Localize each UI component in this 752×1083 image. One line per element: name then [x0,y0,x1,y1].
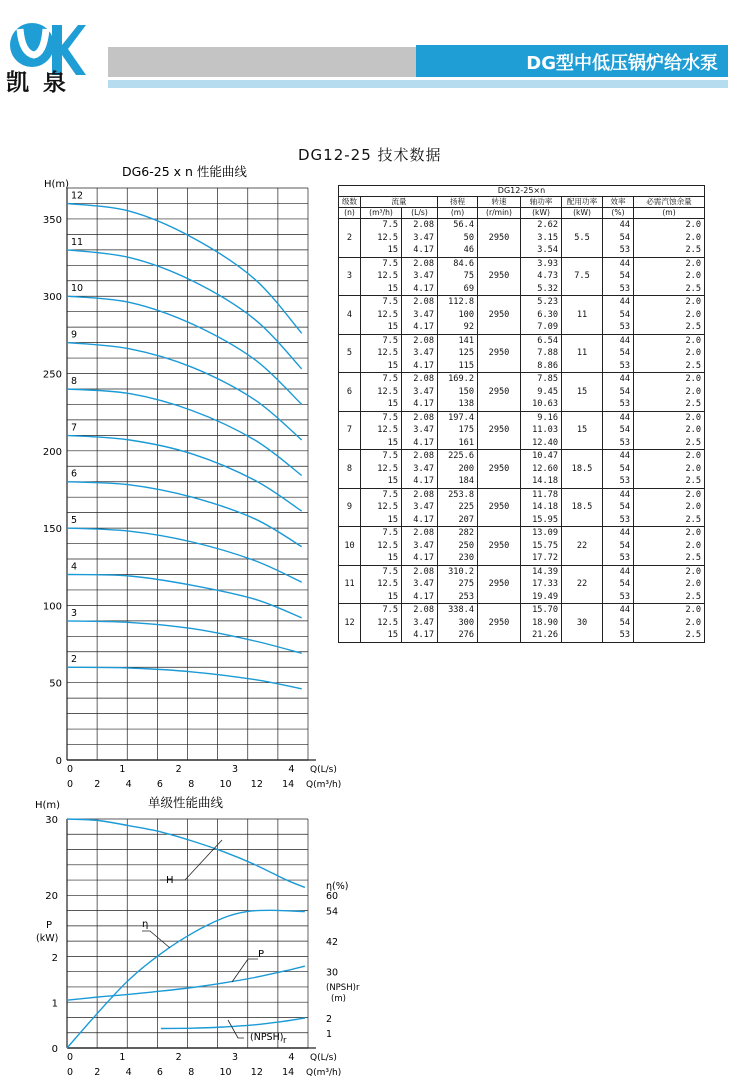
table-row [339,373,705,412]
table-cell-rpm: 2950 [478,411,521,450]
x-tick-label: 3 [232,764,239,775]
table-row [339,257,705,296]
curve-stage-6 [67,482,302,547]
table-cell-h: 112.8 100 92 [438,296,478,335]
curve-stage-10 [67,296,302,404]
table-cell-q: 7.5 12.5 15 [361,565,402,604]
unit-label: (n) [339,208,361,219]
curve-label: 2 [71,654,78,666]
x-tick-label: 0 [67,779,74,790]
eta-tick-label: 42 [326,936,339,948]
table-cell-n: 6 [339,373,361,412]
table-cell-motor: 18.5 [562,450,603,489]
col-header: 必需汽蚀余量 [634,197,705,208]
col-header: 级数 [339,197,361,208]
table-cell-qls: 2.08 3.47 4.17 [402,296,438,335]
table-cell-qls: 2.08 3.47 4.17 [402,488,438,527]
table-cell-eff: 44 54 53 [603,488,634,527]
table-cell-h: 310.2 275 253 [438,565,478,604]
table-cell-n: 8 [339,450,361,489]
table-cell-q: 7.5 12.5 15 [361,257,402,296]
curve-power [67,966,305,1000]
x-tick-label: 14 [282,1067,295,1078]
p-tick-label: 0 [51,1044,58,1055]
table-cell-p: 7.85 9.45 10.63 [521,373,562,412]
table-cell-motor: 22 [562,527,603,566]
npsh-axis-sub: r [356,983,360,993]
x-tick-label: 14 [282,779,295,790]
unit-label: (kW) [562,208,603,219]
col-header: 配用功率 [562,197,603,208]
table-cell-h: 253.8 225 207 [438,488,478,527]
unit-label: (%) [603,208,634,219]
unit-label: (m) [634,208,705,219]
x-tick-label: 4 [125,779,132,790]
table-row [339,296,705,335]
table-cell-h: 225.6 200 184 [438,450,478,489]
npsh-axis-unit: (m) [331,994,346,1004]
table-row [339,411,705,450]
header-gray-bar [108,47,416,77]
table-cell-eff: 44 54 53 [603,527,634,566]
table-cell-rpm: 2950 [478,334,521,373]
curve-stage-3 [67,621,302,653]
curve-stage-7 [67,435,302,511]
y-tick-label: 300 [42,292,62,304]
table-cell-p: 11.78 14.18 15.95 [521,488,562,527]
col-header: 流量 [361,197,438,208]
table-cell-h: 56.4 50 46 [438,219,478,258]
curve-stage-2 [67,667,302,689]
x-tick-label: 2 [175,764,182,775]
curve-stage-12 [67,204,302,334]
x-tick-label: 1 [119,1052,126,1063]
table-cell-eff: 44 54 53 [603,604,634,643]
col-header: 扬程 [438,197,478,208]
table-cell-q: 7.5 12.5 15 [361,411,402,450]
col-header: 转速 [478,197,521,208]
table-cell-eff: 44 54 53 [603,565,634,604]
table-cell-p: 5.23 6.30 7.09 [521,296,562,335]
curve-stage-5 [67,528,302,582]
eta-tick-label: 30 [326,967,339,979]
p-tick-label: 2 [51,953,58,964]
table-cell-npsh: 2.0 2.0 2.5 [634,373,705,412]
x-tick-label: 10 [219,779,232,790]
table-cell-qls: 2.08 3.47 4.17 [402,411,438,450]
table-cell-p: 15.70 18.90 21.26 [521,604,562,643]
table-cell-eff: 44 54 53 [603,373,634,412]
table-cell-q: 7.5 12.5 15 [361,219,402,258]
curve-npsh [161,1018,305,1029]
table-cell-motor: 11 [562,334,603,373]
curve-label: 4 [71,561,78,573]
y-tick-label: 0 [55,756,62,767]
x-tick-label: 1 [119,764,126,775]
table-cell-motor: 15 [562,373,603,412]
x-axis-label: Q(L/s) [310,1053,337,1063]
table-cell-qls: 2.08 3.47 4.17 [402,565,438,604]
table-cell-qls: 2.08 3.47 4.17 [402,257,438,296]
y-axis-label: H(m) [44,179,70,190]
x-tick-label: 10 [219,1067,232,1078]
table-cell-rpm: 2950 [478,219,521,258]
table-cell-motor: 15 [562,411,603,450]
table-cell-p: 3.93 4.73 5.32 [521,257,562,296]
table-cell-npsh: 2.0 2.0 2.5 [634,257,705,296]
table-units-row [339,208,705,219]
x-tick-label: 12 [250,779,263,790]
table-cell-q: 7.5 12.5 15 [361,296,402,335]
table-cell-n: 12 [339,604,361,643]
table-cell-qls: 2.08 3.47 4.17 [402,450,438,489]
table-cell-npsh: 2.0 2.0 2.5 [634,219,705,258]
x-tick-label: 8 [188,779,195,790]
y-tick-label: 350 [42,214,62,226]
y-tick-label: 250 [42,369,62,381]
table-cell-npsh: 2.0 2.0 2.5 [634,604,705,643]
x-tick-label: 3 [232,1052,239,1063]
x-tick-label: 8 [188,1067,195,1078]
y-tick-label: 100 [42,601,62,613]
table-cell-motor: 18.5 [562,488,603,527]
table-cell-eff: 44 54 53 [603,296,634,335]
x-tick-label: 6 [156,1067,163,1078]
unit-label: (L/s) [402,208,438,219]
table-cell-qls: 2.08 3.47 4.17 [402,373,438,412]
npsh-tick-label: 2 [326,1014,333,1025]
x-axis-label: Q(L/s) [310,765,337,775]
table-cell-rpm: 2950 [478,565,521,604]
table-cell-npsh: 2.0 2.0 2.5 [634,527,705,566]
table-cell-motor: 7.5 [562,257,603,296]
table-cell-h: 169.2 150 138 [438,373,478,412]
table-cell-n: 2 [339,219,361,258]
curve-label: 12 [71,190,84,202]
table-cell-n: 9 [339,488,361,527]
tech-data-table [338,185,705,643]
x-tick-label: 0 [67,1067,74,1078]
table-cell-p: 2.62 3.15 3.54 [521,219,562,258]
curve-label-npsh: (NPSH) [250,1032,284,1043]
table-cell-npsh: 2.0 2.0 2.5 [634,334,705,373]
table-cell-q: 7.5 12.5 15 [361,373,402,412]
table-cell-motor: 11 [562,296,603,335]
x-tick-label: 2 [94,1067,101,1078]
table-cell-n: 11 [339,565,361,604]
table-cell-npsh: 2.0 2.0 2.5 [634,450,705,489]
table-cell-eff: 44 54 53 [603,219,634,258]
curve-efficiency [67,910,305,1048]
npsh-axis-label: (NPSH) [326,983,356,993]
leader-line [160,840,222,880]
unit-label: (m³/h) [361,208,402,219]
leader-line [228,1020,244,1038]
x-tick-label: 4 [288,764,295,775]
table-cell-eff: 44 54 53 [603,450,634,489]
table-cell-n: 3 [339,257,361,296]
table-cell-p: 13.09 15.75 17.72 [521,527,562,566]
eta-tick-label: 60 [326,891,339,902]
table-cell-q: 7.5 12.5 15 [361,334,402,373]
curve-stage-4 [67,575,302,618]
table-row [339,219,705,258]
curve-label: 11 [71,236,84,248]
table-cell-q: 7.5 12.5 15 [361,488,402,527]
curve-stage-11 [67,250,302,369]
table-cell-eff: 44 54 53 [603,257,634,296]
table-cell-h: 338.4 300 276 [438,604,478,643]
eta-tick-label: 54 [326,906,339,918]
table-cell-p: 9.16 11.03 12.40 [521,411,562,450]
brand-name: 凯泉 [6,70,80,96]
curve-label: 6 [71,468,78,480]
x-tick-label: 0 [67,764,74,775]
p-axis-label: P [46,920,53,931]
table-cell-eff: 44 54 53 [603,334,634,373]
table-cell-rpm: 2950 [478,488,521,527]
table-cell-n: 7 [339,411,361,450]
table-cell-rpm: 2950 [478,296,521,335]
curve-label: 5 [71,515,78,527]
chart-title: 单级性能曲线 [148,795,224,810]
leader-line [232,959,258,982]
p-axis-unit: (kW) [36,933,59,944]
table-cell-qls: 2.08 3.47 4.17 [402,527,438,566]
table-cell-npsh: 2.0 2.0 2.5 [634,296,705,335]
table-cell-q: 7.5 12.5 15 [361,527,402,566]
unit-label: (kW) [521,208,562,219]
table-cell-n: 10 [339,527,361,566]
table-cell-q: 7.5 12.5 15 [361,604,402,643]
y-axis-label: H(m) [35,800,61,811]
table-row [339,450,705,489]
header-title: DG型中低压锅炉给水泵 [526,53,718,74]
h-tick-label: 20 [45,891,58,902]
curve-label: 10 [71,283,84,295]
table-cell-motor: 5.5 [562,219,603,258]
table-cell-q: 7.5 12.5 15 [361,450,402,489]
table-cell-p: 10.47 12.60 14.18 [521,450,562,489]
curve-label-h: H [166,875,174,886]
x-axis-label: Q(m³/h) [306,780,342,790]
table-cell-h: 84.6 75 69 [438,257,478,296]
x-tick-label: 12 [250,1067,263,1078]
table-cell-eff: 44 54 53 [603,411,634,450]
table-cell-npsh: 2.0 2.0 2.5 [634,411,705,450]
unit-label: (m) [438,208,478,219]
table-cell-n: 5 [339,334,361,373]
table-cell-rpm: 2950 [478,527,521,566]
curve-label: 8 [71,375,78,387]
table-cell-npsh: 2.0 2.0 2.5 [634,565,705,604]
x-tick-label: 2 [175,1052,182,1063]
y-tick-label: 150 [42,524,62,536]
p-tick-label: 1 [51,998,58,1010]
eta-axis-label: η(%) [326,881,349,893]
doc-title: DG12-25 技术数据 [298,146,442,164]
table-cell-rpm: 2950 [478,373,521,412]
table-row [339,604,705,643]
x-tick-label: 4 [288,1052,295,1063]
y-tick-label: 200 [42,446,62,458]
table-row [339,565,705,604]
table-row [339,334,705,373]
col-header: 效率 [603,197,634,208]
curve-label: 7 [71,422,78,434]
curve-stage-8 [67,389,302,476]
x-tick-label: 4 [125,1067,132,1078]
single-stage-performance-chart [0,792,370,1083]
unit-label: (r/min) [478,208,521,219]
npsh-tick-label: 1 [326,1029,333,1040]
curve-label-eta: η [142,919,149,930]
table-cell-qls: 2.08 3.47 4.17 [402,604,438,643]
multi-stage-performance-chart [0,160,342,790]
curve-label: 9 [71,329,78,341]
table-cell-p: 14.39 17.33 19.49 [521,565,562,604]
curve-label: 3 [71,607,78,619]
table-row [339,527,705,566]
table-cell-h: 282 250 230 [438,527,478,566]
table-header-row [339,197,705,208]
table-cell-motor: 22 [562,565,603,604]
x-tick-label: 6 [156,779,163,790]
y-tick-label: 50 [49,678,62,690]
h-tick-label: 30 [45,815,58,826]
chart-title: DG6-25 x n 性能曲线 [122,164,247,179]
x-tick-label: 2 [94,779,101,790]
table-cell-h: 141 125 115 [438,334,478,373]
leader-line [142,931,170,948]
curve-label-p: P [258,949,265,960]
table-cell-rpm: 2950 [478,450,521,489]
table-caption: DG12-25×n [339,186,705,197]
x-tick-label: 0 [67,1052,74,1063]
table-cell-rpm: 2950 [478,257,521,296]
col-header: 轴功率 [521,197,562,208]
table-cell-h: 197.4 175 161 [438,411,478,450]
table-cell-qls: 2.08 3.47 4.17 [402,219,438,258]
x-axis-label: Q(m³/h) [306,1068,342,1078]
table-cell-npsh: 2.0 2.0 2.5 [634,488,705,527]
table-cell-motor: 30 [562,604,603,643]
table-row [339,488,705,527]
curve-label-npsh-sub: r [283,1036,287,1046]
table-cell-qls: 2.08 3.47 4.17 [402,334,438,373]
curve-head [67,819,305,887]
table-cell-rpm: 2950 [478,604,521,643]
table-cell-p: 6.54 7.88 8.86 [521,334,562,373]
header-strip [108,80,728,88]
table-cell-n: 4 [339,296,361,335]
